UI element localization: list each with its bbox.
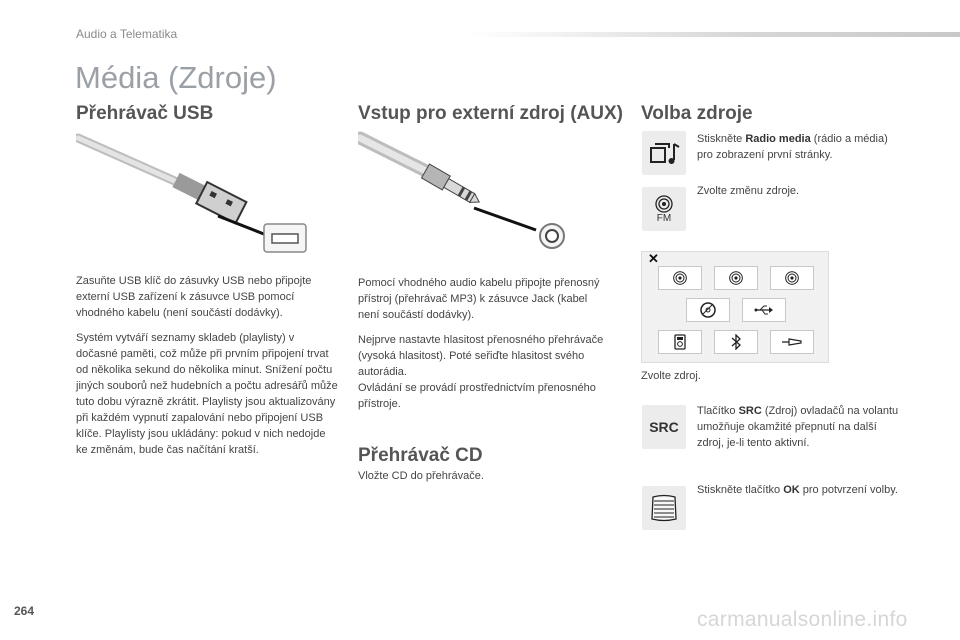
close-icon[interactable]: ✕ <box>648 251 659 266</box>
radio-antenna-icon <box>785 271 799 285</box>
panel-caption: Zvolte zdroj. <box>641 370 701 382</box>
cd-description: Vložte CD do přehrávače. <box>358 470 484 482</box>
fm-antenna-icon <box>653 195 675 213</box>
usb-section-title: Přehrávač USB <box>76 103 214 124</box>
step-text: (Zdroj) ovladačů na volantu umožňuje okamžité přepnutí na další zdroj, je-li tento aktivní. <box>697 405 899 449</box>
panel-radio-button-1[interactable] <box>658 266 702 290</box>
step-text: Tlačítko <box>697 405 739 417</box>
aux-line: Ovládání se provádí prostřednictvím přenosného přístroje. <box>358 382 596 410</box>
usb-description <box>76 273 338 467</box>
page-number: 264 <box>14 604 35 618</box>
panel-cd-button[interactable] <box>686 298 730 322</box>
usb-paragraph: Systém vytváří seznamy skladeb (playlisty) v dočasné paměti, což může při prvním připojení trvat od několika sekund do několika minut. Snížení počtu jiných souborů než hudebních a počtu adresářů může tuto dobu výrazně zkrátit. Playlisty jsou aktualizovány při každém vypnutí zapalování nebo připojení USB klíče. Playlisty jsou ukládány: pokud v nich nedojde ke změnám, bude čas načítání kratší. <box>76 332 338 456</box>
radio-media-icon <box>647 140 681 166</box>
source-step-4-text <box>697 482 902 498</box>
step-text: (rádio a média) pro zobrazení první stránky. <box>697 133 888 161</box>
src-button[interactable] <box>642 405 686 449</box>
aux-jack-icon <box>781 337 803 347</box>
panel-radio-button-3[interactable] <box>770 266 814 290</box>
source-selection-panel <box>641 251 829 363</box>
aux-description <box>358 275 608 412</box>
media-player-icon <box>674 334 686 350</box>
ok-dial-button[interactable] <box>642 486 686 530</box>
step-keyword: OK <box>783 484 800 496</box>
bluetooth-icon <box>731 334 741 350</box>
header-section-label: Audio a Telematika <box>76 27 178 41</box>
watermark: carmanualsonline.info <box>697 608 908 631</box>
usb-paragraph: Zasuňte USB klíč do zásuvky USB nebo připojte externí USB zařízení k zásuvce USB pomocí vhodného kabelu (není součástí dodávky). <box>76 275 312 319</box>
src-button-icon: SRC <box>649 419 679 435</box>
source-step-2-text: Zvolte změnu zdroje. <box>697 185 800 197</box>
step-text: Stiskněte tlačítko <box>697 484 784 496</box>
source-section-title: Volba zdroje <box>641 103 753 124</box>
aux-section-title: Vstup pro externí zdroj (AUX) <box>358 103 623 124</box>
panel-media-player-button[interactable] <box>658 330 702 354</box>
step-text: pro potvrzení volby. <box>799 484 898 496</box>
panel-aux-button[interactable] <box>770 330 814 354</box>
ok-dial-icon <box>648 494 680 522</box>
panel-usb-button[interactable] <box>742 298 786 322</box>
panel-bluetooth-button[interactable] <box>714 330 758 354</box>
radio-antenna-icon <box>673 271 687 285</box>
radio-media-button[interactable] <box>642 131 686 175</box>
radio-antenna-icon <box>729 271 743 285</box>
step-text: Stiskněte <box>697 133 746 145</box>
usb-plug-and-socket-icon <box>76 128 316 258</box>
aux-paragraph: Pomocí vhodného audio kabelu připojte přenosný přístroj (přehrávač MP3) k zásuvce Jack (kabel není součástí dodávky). <box>358 277 600 321</box>
fm-label: FM <box>656 212 672 224</box>
source-step-1-text <box>697 131 902 163</box>
step-keyword: Radio media <box>745 133 811 145</box>
usb-symbol-icon <box>754 304 774 316</box>
jack-plug-and-socket-icon <box>358 128 578 258</box>
fm-source-button[interactable] <box>642 187 686 231</box>
cd-disc-icon <box>700 302 716 318</box>
panel-radio-button-2[interactable] <box>714 266 758 290</box>
page-title: Média (Zdroje) <box>75 60 277 95</box>
source-step-3-text <box>697 403 902 451</box>
header-divider <box>470 32 960 37</box>
aux-paragraph <box>358 332 608 412</box>
step-keyword: SRC <box>738 405 762 417</box>
cd-section-title: Přehrávač CD <box>358 445 483 466</box>
aux-line: Nejprve nastavte hlasitost přenosného přehrávače (vysoká hlasitost). Poté seřiďte hlasitost svého autorádia. <box>358 334 604 378</box>
